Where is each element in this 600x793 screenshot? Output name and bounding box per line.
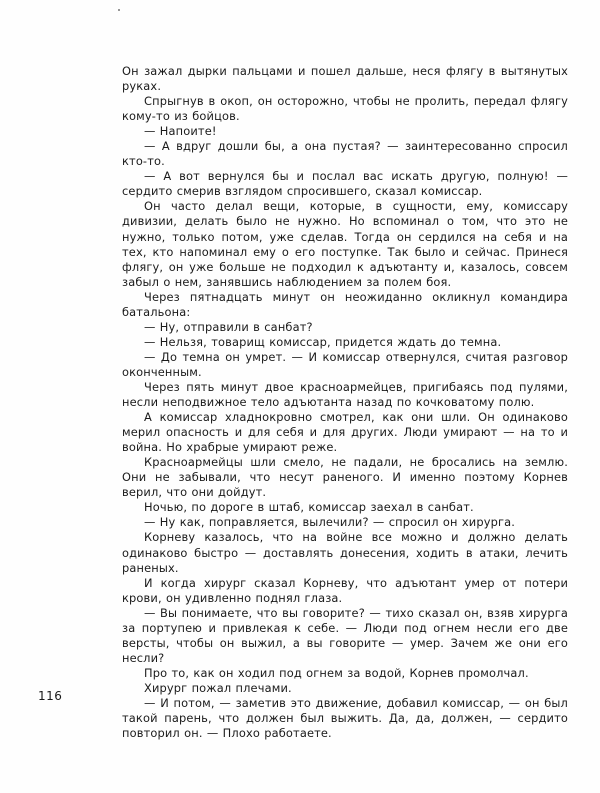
paragraph: Хирург пожал плечами. xyxy=(144,680,292,695)
dialogue-line: — А вот вернулся бы и послал вас искать другую, полную! — сердито смерив взглядом спросившего, сказал комиссар. xyxy=(122,169,568,199)
paragraph: Через пять минут двое красноармейцев, пригибаясь под пулями, несли неподвижное тело адъютанта назад по кочковатому полю. xyxy=(122,379,568,410)
scan-speck xyxy=(118,9,120,11)
dialogue-line: — Напоите! xyxy=(144,124,217,139)
page-number: 116 xyxy=(38,689,63,703)
paragraph: Ночью, по дороге в штаб, комиссар заехал в санбат. xyxy=(144,500,474,515)
dialogue-line: — Нельзя, товарищ комиссар, придется ждать до темна. xyxy=(144,334,502,349)
paragraph: А комиссар хладнокровно смотрел, как они шли. Он одинаково мерил опасность и для себя и для других. Люди умирают — на то и война. Но храбрые умирают реже. xyxy=(122,410,568,455)
dialogue-line: — И потом, — заметив это движение, добавил комиссар, — он был такой парень, что должен был выжить. Да, да, должен, — сердито повторил он. — Плохо работаете. xyxy=(122,695,568,741)
dialogue-line: — Вы понимаете, что вы говорите? — тихо сказал он, взяв хирурга за портупею и привлекая к себе. — Люди под огнем несли его две версты, чтобы он выжил, а вы говорите — умер. Зачем же они его несли? xyxy=(122,605,568,665)
paragraph: И когда хирург сказал Корневу, что адъютант умер от потери крови, он удивленно поднял глаза. xyxy=(122,575,568,605)
dialogue-line: — До темна он умрет. — И комиссар отвернулся, считая разговор оконченным. xyxy=(122,349,568,379)
body-text xyxy=(122,64,568,741)
dialogue-line: — А вдруг дошли бы, а она пустая? — заинтересованно спросил кто-то. xyxy=(122,139,568,169)
paragraph: Про то, как он ходил под огнем за водой, Корнев промолчал. xyxy=(144,665,529,680)
paragraph: Корневу казалось, что на войне все можно и должно делать одинаково быстро — доставлять донесения, ходить в атаки, лечить раненых. xyxy=(122,530,568,575)
paragraph: Красноармейцы шли смело, не падали, не бросались на землю. Они не забывали, что несут раненого. И именно поэтому Корнев верил, что они дойдут. xyxy=(122,455,568,500)
paragraph: Через пятнадцать минут он неожиданно окликнул командира батальона: xyxy=(122,289,568,319)
paragraph: Спрыгнув в окоп, он осторожно, чтобы не пролить, передал флягу кому-то из бойцов. xyxy=(122,94,568,124)
dialogue-line: — Ну как, поправляется, вылечили? — спросил он хирурга. xyxy=(144,515,516,530)
dialogue-line: — Ну, отправили в санбат? xyxy=(144,319,313,334)
paragraph: Он зажал дырки пальцами и пошел дальше, неся флягу в вытянутых руках. xyxy=(122,64,568,94)
paragraph: Он часто делал вещи, которые, в сущности, ему, комиссару дивизии, делать было не нужно. Но вспоминал о том, что это не нужно, только потом, уже сделав. Тогда он сердился на себя и на тех, кто напоминал ему о его поступке. Так было и сейчас. Принеся флягу, он уже больше не подходил к адъютанту и, казалось, совсем забыл о нем, занявшись наблюдением за полем боя. xyxy=(122,199,568,289)
